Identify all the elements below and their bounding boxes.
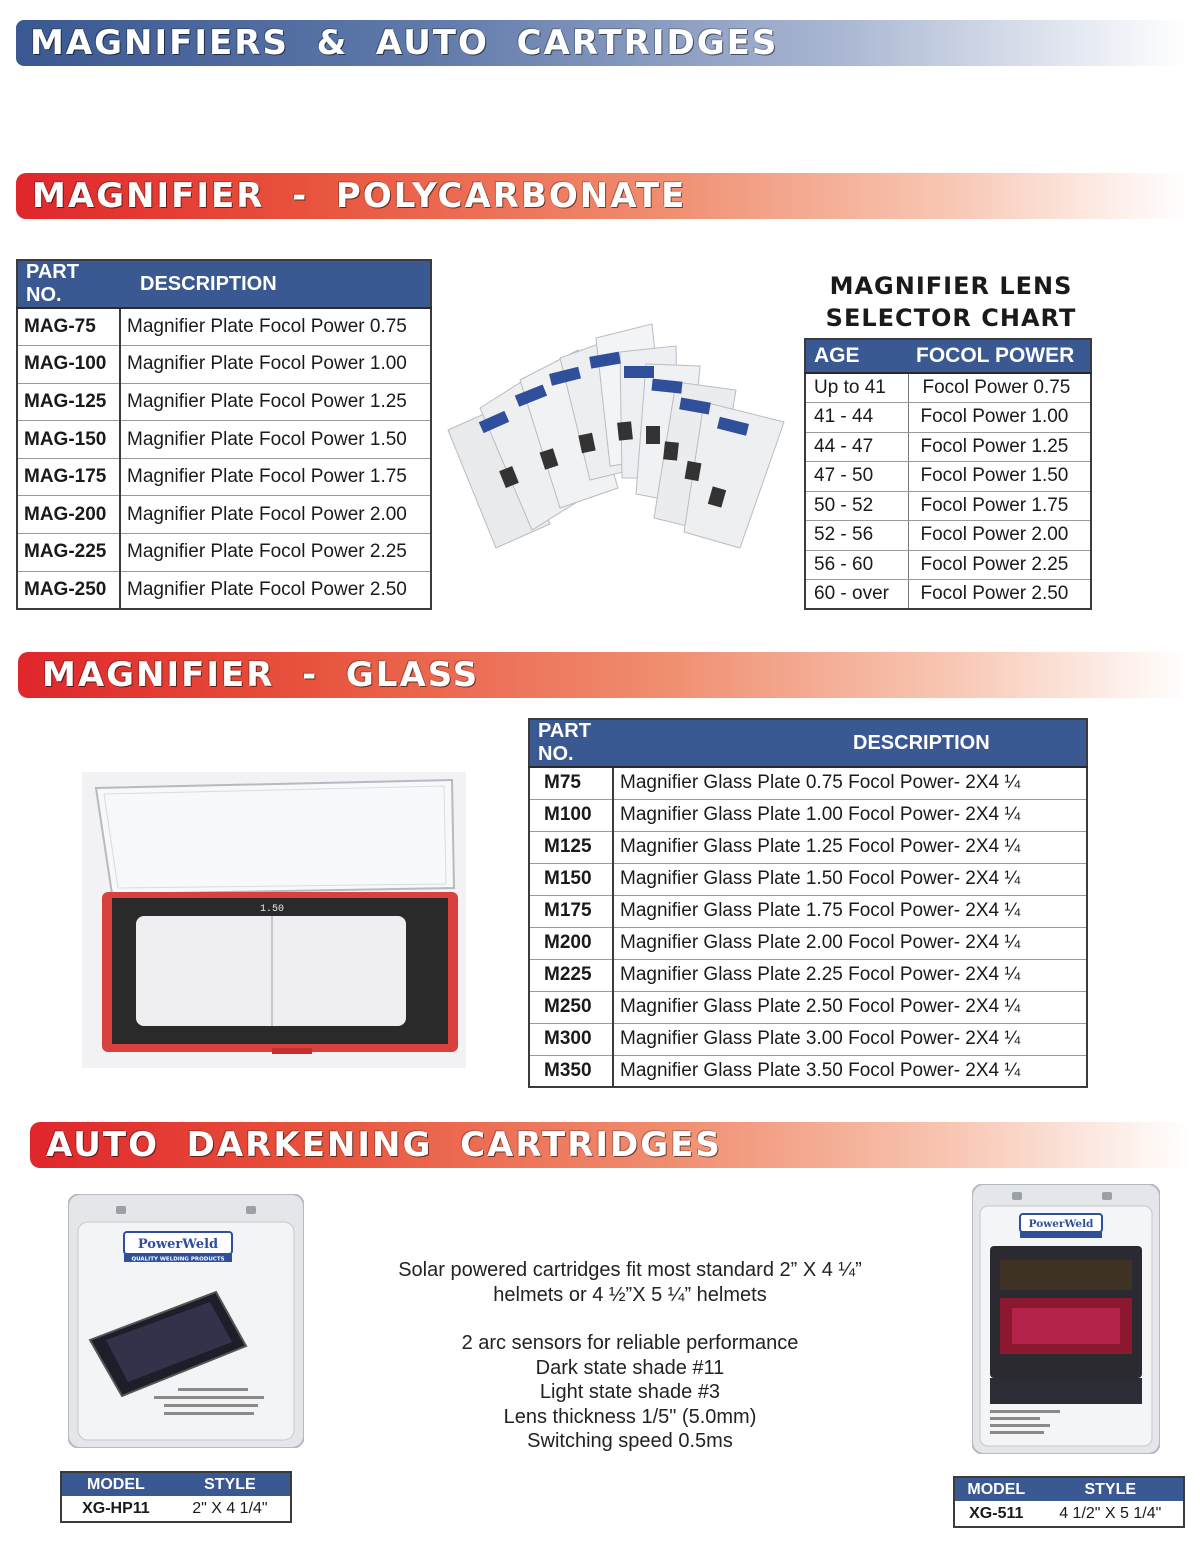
table-row xyxy=(529,1055,1087,1087)
section-banner-auto-darkening xyxy=(30,1122,1190,1168)
glass-magnifier-case-photo xyxy=(82,772,466,1068)
part-number: M125 xyxy=(529,831,613,863)
section-banner-polycarbonate xyxy=(16,173,1186,219)
table-header-row xyxy=(805,339,1091,373)
part-description: Magnifier Glass Plate 3.50 Focol Power- 2X4 ¼ xyxy=(620,1059,1021,1081)
focol-power: Focol Power 2.25 xyxy=(908,550,1091,580)
part-description: Magnifier Glass Plate 2.25 Focol Power- 2X4 ¼ xyxy=(613,959,1087,991)
table-row xyxy=(805,403,1091,433)
part-number: M300 xyxy=(529,1023,613,1055)
age-range: 47 - 50 xyxy=(805,462,908,492)
part-description: Magnifier Glass Plate 1.75 Focol Power- 2X4 ¼ xyxy=(613,895,1087,927)
col-header-description: DESCRIPTION xyxy=(120,260,431,308)
age-range: 44 - 47 xyxy=(805,432,908,462)
table-row xyxy=(529,895,1087,927)
part-description: Magnifier Glass Plate 2.00 Focol Power- 2X4 ¼ xyxy=(613,927,1087,959)
age-range: Up to 41 xyxy=(805,373,908,403)
age-range: 56 - 60 xyxy=(805,550,908,580)
table-row xyxy=(17,346,431,384)
focol-power: Focol Power 1.25 xyxy=(908,432,1091,462)
table-header-row xyxy=(954,1477,1184,1501)
page-title: MAGNIFIERS & AUTO CARTRIDGES xyxy=(30,23,779,63)
table-row xyxy=(17,383,431,421)
part-description: Magnifier Plate Focol Power 0.75 xyxy=(120,308,431,346)
table-row xyxy=(805,521,1091,551)
table-row xyxy=(17,496,431,534)
part-description: Magnifier Plate Focol Power 1.75 xyxy=(120,458,431,496)
section-title-glass: MAGNIFIER - GLASS xyxy=(42,655,480,695)
glass-table xyxy=(528,718,1088,1088)
description-line: Dark state shade #11 xyxy=(535,1356,725,1379)
table-row xyxy=(529,1023,1087,1055)
description-line: Light state shade #3 xyxy=(539,1381,721,1403)
col-header-style: STYLE xyxy=(170,1472,291,1496)
table-row xyxy=(805,550,1091,580)
part-description: Magnifier Plate Focol Power 1.00 xyxy=(120,346,431,384)
package-tagline-left: QUALITY WELDING PRODUCTS xyxy=(131,1256,225,1263)
selector-title-line2: SELECTOR CHART xyxy=(825,304,1077,332)
table-row xyxy=(529,831,1087,863)
focol-power: Focol Power 1.75 xyxy=(908,491,1091,521)
selector-chart-table xyxy=(804,338,1092,610)
package-brand-left: PowerWeld xyxy=(137,1237,219,1252)
part-description: Magnifier Glass Plate 0.75 Focol Power- 2X4 ¼ xyxy=(613,767,1087,799)
part-number: MAG-125 xyxy=(17,383,120,421)
part-number: M200 xyxy=(529,927,613,959)
part-number: MAG-175 xyxy=(17,458,120,496)
selector-chart-title xyxy=(806,270,1096,334)
model-style: 4 1/2" X 5 1/4" xyxy=(1059,1504,1162,1522)
part-number: M250 xyxy=(529,991,613,1023)
table-row xyxy=(529,959,1087,991)
part-description: Magnifier Plate Focol Power 1.50 xyxy=(120,421,431,459)
focol-power: Focol Power 0.75 xyxy=(908,373,1091,403)
part-number: M175 xyxy=(529,895,613,927)
table-row xyxy=(17,571,431,609)
col-header-part: PART NO. xyxy=(529,719,613,767)
col-header-description: DESCRIPTION xyxy=(613,719,1087,767)
age-range: 41 - 44 xyxy=(805,403,908,433)
focol-power: Focol Power 2.00 xyxy=(908,521,1091,551)
part-number: M225 xyxy=(529,959,613,991)
table-row xyxy=(17,421,431,459)
table-row xyxy=(17,458,431,496)
part-description: Magnifier Plate Focol Power 2.25 xyxy=(120,534,431,572)
table-row xyxy=(17,534,431,572)
table-row xyxy=(805,373,1091,403)
part-description: Magnifier Glass Plate 3.00 Focol Power- 2X4 ¼ xyxy=(613,1023,1087,1055)
focol-power: Focol Power 1.50 xyxy=(908,462,1091,492)
part-description: Magnifier Glass Plate 2.50 Focol Power- 2X4 ¼ xyxy=(613,991,1087,1023)
col-header-model: MODEL xyxy=(61,1472,170,1496)
focol-power: Focol Power 2.50 xyxy=(920,583,1069,604)
model-number: XG-511 xyxy=(969,1504,1024,1522)
table-row xyxy=(805,580,1091,610)
polycarbonate-packets-photo xyxy=(440,318,790,550)
xg-511-package-photo xyxy=(972,1184,1160,1454)
part-number: MAG-250 xyxy=(17,571,120,609)
part-number: MAG-200 xyxy=(17,496,120,534)
model-number: XG-HP11 xyxy=(82,1499,150,1517)
table-row xyxy=(529,863,1087,895)
description-line: Lens thickness 1/5" (5.0mm) xyxy=(503,1405,757,1428)
auto-darkening-description xyxy=(360,1258,900,1454)
xg-hp11-package-photo xyxy=(68,1194,304,1448)
part-description: Magnifier Glass Plate 1.00 Focol Power- 2X4 ¼ xyxy=(613,799,1087,831)
model-style: 2" X 4 1/4" xyxy=(192,1499,268,1517)
page-title-banner xyxy=(16,20,1186,66)
magnifier-packet xyxy=(448,324,784,548)
section-title-polycarbonate: MAGNIFIER - POLYCARBONATE xyxy=(32,176,687,216)
part-number: MAG-75 xyxy=(17,308,120,346)
table-header-row xyxy=(17,260,431,308)
part-description: Magnifier Plate Focol Power 1.25 xyxy=(120,383,431,421)
age-range: 50 - 52 xyxy=(805,491,908,521)
part-description: Magnifier Glass Plate 1.50 Focol Power- 2X4 ¼ xyxy=(613,863,1087,895)
age-range: 52 - 56 xyxy=(805,521,908,551)
part-number: MAG-150 xyxy=(17,421,120,459)
col-header-focol-power: FOCOL POWER xyxy=(908,339,1091,373)
part-description: Magnifier Plate Focol Power 2.00 xyxy=(120,496,431,534)
col-header-part: PART NO. xyxy=(17,260,120,308)
table-row xyxy=(954,1501,1184,1527)
table-row xyxy=(529,767,1087,799)
col-header-style: STYLE xyxy=(1038,1477,1184,1501)
lens-power-label: 1.50 xyxy=(259,904,285,915)
col-header-age: AGE xyxy=(805,339,908,373)
part-number: MAG-100 xyxy=(17,346,120,384)
table-row xyxy=(805,432,1091,462)
table-row xyxy=(529,991,1087,1023)
model-table-xg-511 xyxy=(953,1476,1185,1528)
description-line: 2 arc sensors for reliable performance xyxy=(461,1332,799,1354)
description-line: Switching speed 0.5ms xyxy=(527,1430,733,1452)
model-table-xg-hp11 xyxy=(60,1471,292,1523)
selector-title-line1: MAGNIFIER LENS xyxy=(829,272,1073,300)
polycarbonate-table xyxy=(16,259,432,610)
part-description: Magnifier Glass Plate 1.25 Focol Power- 2X4 ¼ xyxy=(613,831,1087,863)
part-number: M350 xyxy=(529,1055,613,1087)
table-header-row xyxy=(529,719,1087,767)
description-line: Solar powered cartridges fit most standard 2” X 4 ¼” xyxy=(398,1259,862,1281)
focol-power: Focol Power 1.00 xyxy=(908,403,1091,433)
part-number: MAG-225 xyxy=(17,534,120,572)
part-description: Magnifier Plate Focol Power 2.50 xyxy=(127,578,407,600)
part-number: M100 xyxy=(529,799,613,831)
part-number: M150 xyxy=(529,863,613,895)
age-range: 60 - over xyxy=(805,580,908,610)
package-brand-right: PowerWeld xyxy=(1028,1218,1094,1230)
table-row xyxy=(529,927,1087,959)
table-row xyxy=(805,491,1091,521)
table-row xyxy=(529,799,1087,831)
col-header-model: MODEL xyxy=(954,1477,1038,1501)
table-header-row xyxy=(61,1472,291,1496)
section-title-auto-darkening: AUTO DARKENING CARTRIDGES xyxy=(46,1125,722,1165)
section-banner-glass xyxy=(18,652,1188,698)
table-row xyxy=(805,462,1091,492)
description-line: helmets or 4 ½”X 5 ¼” helmets xyxy=(493,1283,767,1306)
table-row xyxy=(17,308,431,346)
part-number: M75 xyxy=(529,767,613,799)
table-row xyxy=(61,1496,291,1522)
